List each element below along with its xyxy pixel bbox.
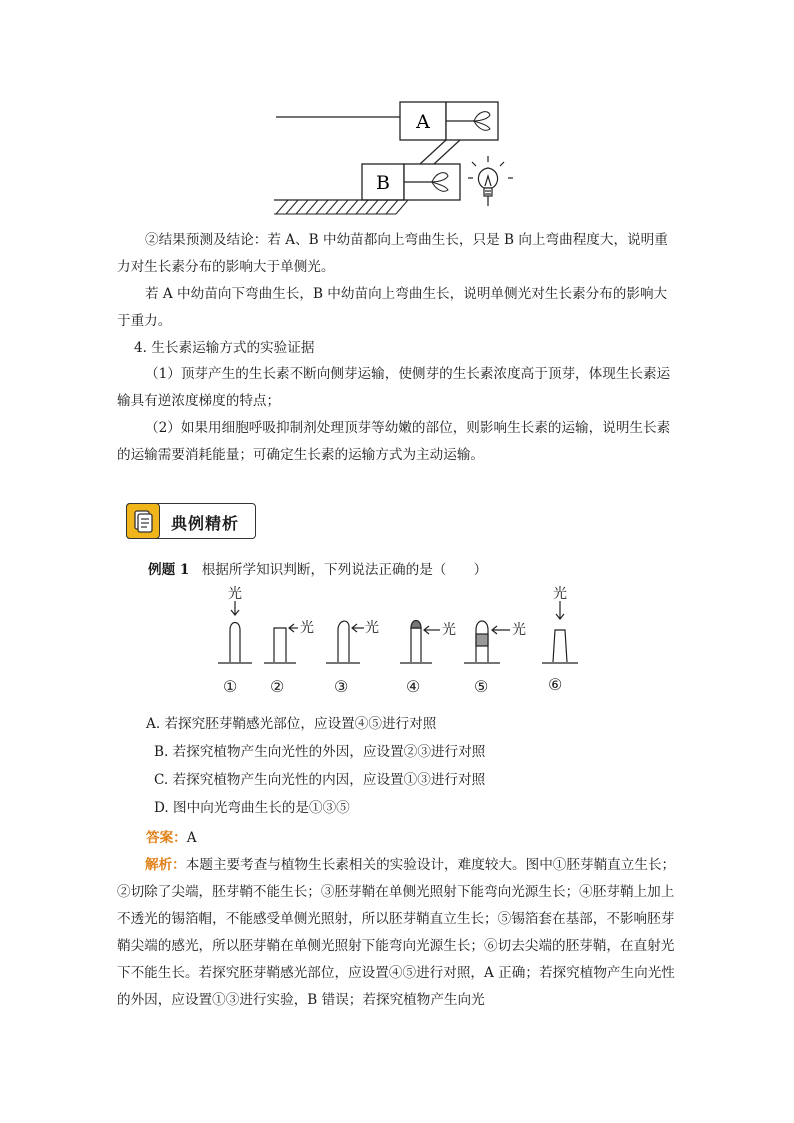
- gravity-light-diagram: [268, 96, 528, 220]
- answer-line: [146, 828, 197, 848]
- light-label-2: 光: [300, 620, 314, 636]
- conclusion-paragraph-2: 若 A 中幼苗向下弯曲生长，B 中幼苗向上弯曲生长，说明单侧光对生长素分布的影响大于重力。: [117, 286, 668, 329]
- coleoptile-figure: [210, 584, 590, 700]
- box-a-label: A: [416, 111, 430, 133]
- section-4-heading: 4. 生长素运输方式的实验证据: [134, 340, 315, 356]
- figure-number-3: ③: [334, 677, 349, 696]
- example-label: 例题 1: [148, 562, 190, 578]
- analysis-text: 本题主要考查与植物生长素相关的实验设计，难度较大。图中①胚芽鞘直立生长；②切除了尖端，胚芽鞘不能生长；③胚芽鞘在单侧光照射下能弯向光源生长；④胚芽鞘上加上不透光的锡箔帽，不能感受单侧光照射，所以胚芽鞘直立生长；⑤锡箔套在基部，不影响胚芽鞘尖端的感光，所以胚芽鞘在单侧光照射下能弯向光源生长；⑥切去尖端的胚芽鞘，在直射光下不能生长。若探究胚芽鞘感光部位，应设置④⑤进行对照，A 正确；若探究植物产生向光性的外因，应设置①③进行实验，B 错误；若探究植物产生向光: [117, 857, 676, 1008]
- light-label-3: 光: [365, 620, 379, 636]
- analysis-label: 解析：: [145, 857, 186, 873]
- conclusion-paragraph-1: ②结果预测及结论：若 A、B 中幼苗都向上弯曲生长，只是 B 向上弯曲程度大，说明重力对生长素分布的影响大于单侧光。: [117, 232, 668, 275]
- light-label-1: 光: [228, 586, 242, 602]
- option-b: B. 若探究植物产生向光性的外因，应设置②③进行对照: [154, 744, 486, 760]
- section-4-point-2: （2）如果用细胞呼吸抑制剂处理顶芽等幼嫩的部位，则影响生长素的运输，说明生长素的运输需要消耗能量；可确定生长素的运输方式为主动运输。: [117, 420, 671, 463]
- figure-number-5: ⑤: [474, 677, 489, 696]
- figure-number-2: ②: [270, 677, 285, 696]
- light-label-6: 光: [553, 586, 567, 602]
- notebook-icon: [126, 503, 160, 539]
- example-question-text: 根据所学知识判断，下列说法正确的是（ ）: [201, 562, 488, 578]
- box-b-label: B: [376, 172, 390, 194]
- section-title-box: [126, 503, 256, 539]
- answer-label: 答案：: [146, 830, 187, 846]
- section-title: 典例精析: [171, 514, 240, 533]
- light-label-5: 光: [512, 622, 526, 638]
- analysis-paragraph: [117, 852, 677, 1014]
- light-bulb-icon: [468, 156, 513, 206]
- figure-number-1: ①: [223, 677, 238, 696]
- option-c: C. 若探究植物产生向光性的内因，应设置①③进行对照: [154, 772, 486, 788]
- example-question: [148, 557, 487, 584]
- option-a: A. 若探究胚芽鞘感光部位，应设置④⑤进行对照: [146, 716, 437, 732]
- option-d: D. 图中向光弯曲生长的是①③⑤: [154, 800, 350, 816]
- figure-number-6: ⑥: [548, 675, 563, 694]
- section-4-point-1: （1）顶芽产生的生长素不断向侧芽运输，使侧芽的生长素浓度高于顶芽，体现生长素运输具有逆浓度梯度的特点；: [117, 366, 671, 409]
- light-label-4: 光: [442, 622, 456, 638]
- answer-value: A: [186, 830, 197, 846]
- figure-number-4: ④: [406, 677, 421, 696]
